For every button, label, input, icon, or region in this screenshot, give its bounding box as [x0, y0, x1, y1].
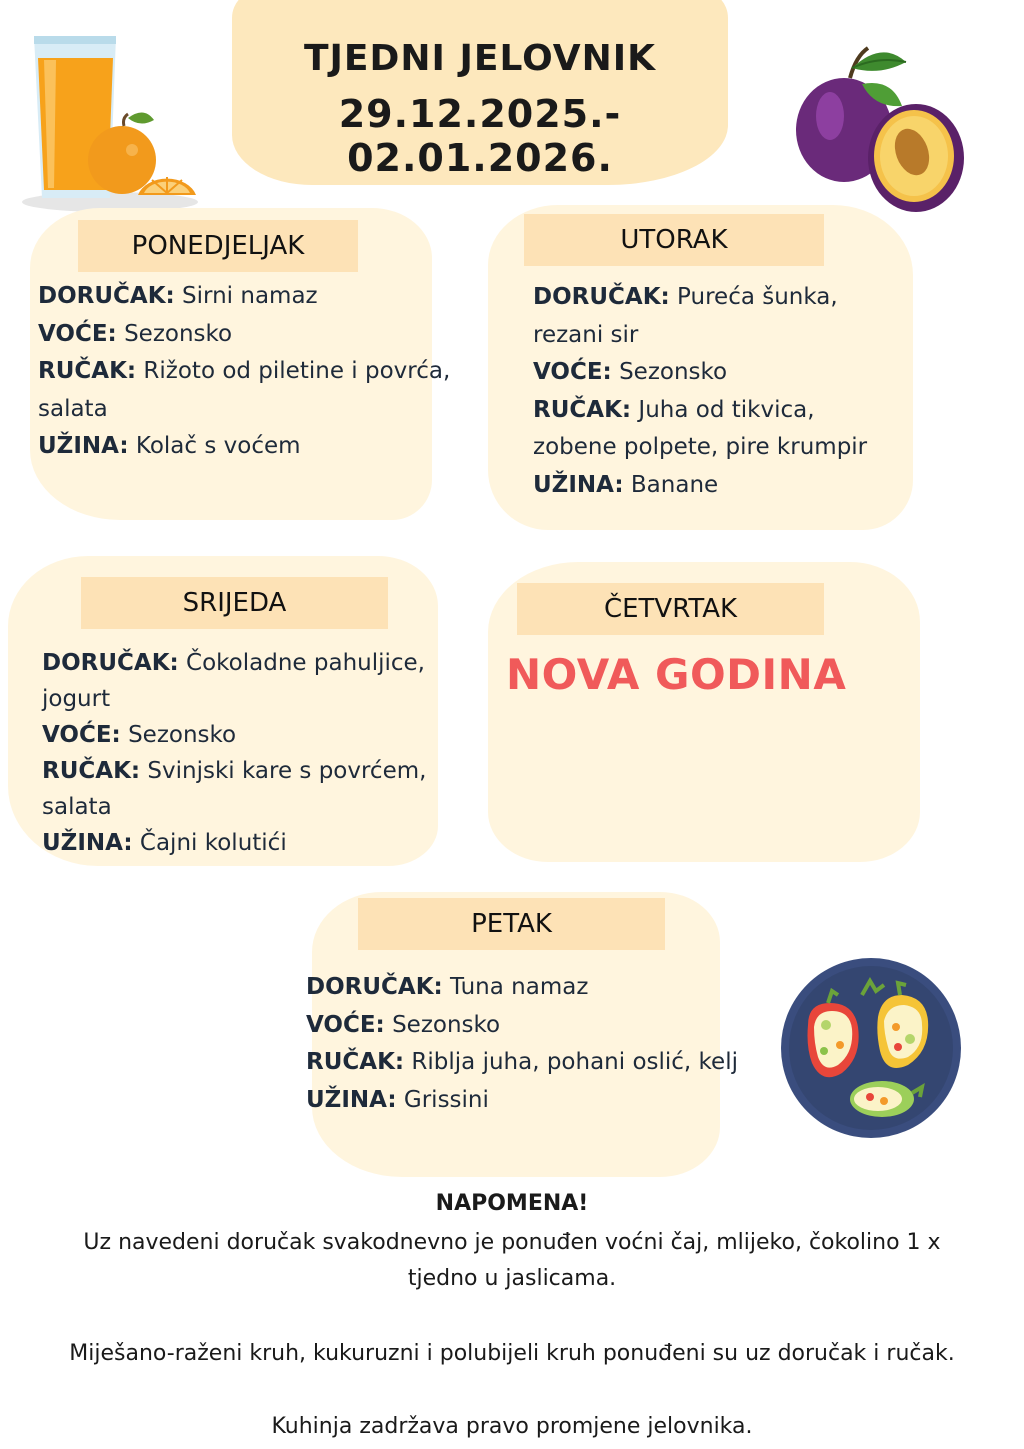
page-title: TJEDNI JELOVNIK	[303, 38, 657, 79]
lunch-value: Svinjski kare s povrćem,	[147, 758, 427, 784]
juice-orange-icon	[20, 30, 200, 215]
notes-line-1: Uz navedeni doručak svakodnevno je ponuđen voćni čaj, mlijeko, čokolino 1 x	[83, 1230, 941, 1255]
breakfast-label: DORUČAK:	[38, 283, 175, 309]
lunch-label: RUČAK:	[42, 758, 141, 784]
notes-line-2: tjedno u jaslicama.	[407, 1266, 617, 1291]
stuffed-peppers-plate-icon	[778, 955, 964, 1141]
breakfast-value: Pureća šunka,	[677, 284, 838, 310]
plum-icon	[790, 38, 970, 218]
notes-line-4: Kuhinja zadržava pravo promjene jelovnika.	[271, 1414, 753, 1439]
snack-value: Čajni kolutići	[139, 830, 287, 856]
day-title-monday: PONEDJELJAK	[78, 220, 358, 272]
breakfast-value: Tuna namaz	[450, 974, 589, 1000]
snack-label: UŽINA:	[533, 471, 624, 498]
snack-label: UŽINA:	[38, 433, 129, 459]
lunch-value: Juha od tikvica,	[638, 396, 815, 423]
fruit-value: Sezonsko	[124, 320, 233, 347]
breakfast-label: DORUČAK:	[533, 284, 670, 310]
snack-value: Grissini	[403, 1086, 489, 1113]
lunch-value-continued: zobene polpete, pire krumpir	[533, 434, 868, 460]
day-title-tuesday: UTORAK	[524, 214, 824, 266]
snack-value: Kolač s voćem	[135, 433, 301, 459]
breakfast-value: Čokoladne pahuljice,	[186, 650, 425, 676]
snack-label: UŽINA:	[306, 1086, 397, 1113]
notes-heading: NAPOMENA!	[435, 1191, 589, 1216]
breakfast-value: Sirni namaz	[182, 283, 318, 309]
tuesday-menu	[533, 279, 867, 504]
day-title-friday: PETAK	[358, 898, 665, 950]
breakfast-value-continued: jogurt	[42, 686, 111, 712]
fruit-label: VOĆE:	[38, 320, 117, 347]
notes-line-3: Miješano-raženi kruh, kukuruzni i polubijeli kruh ponuđeni su uz doručak i ručak.	[69, 1341, 955, 1366]
day-title-wednesday: SRIJEDA	[81, 577, 388, 629]
lunch-value: Riblja juha, pohani oslić, kelj	[411, 1049, 738, 1075]
wednesday-menu	[42, 645, 426, 861]
date-range: 29.12.2025.- 02.01.2026.	[338, 92, 622, 180]
monday-menu	[38, 278, 450, 466]
fruit-value: Sezonsko	[128, 722, 237, 748]
breakfast-label: DORUČAK:	[42, 650, 179, 676]
lunch-label: RUČAK:	[306, 1049, 405, 1075]
friday-menu	[306, 969, 738, 1119]
fruit-label: VOĆE:	[42, 722, 121, 748]
fruit-value: Sezonsko	[392, 1011, 501, 1038]
breakfast-value-continued: rezani sir	[533, 321, 639, 348]
breakfast-label: DORUČAK:	[306, 974, 443, 1000]
lunch-value-continued: salata	[38, 395, 108, 422]
fruit-value: Sezonsko	[619, 359, 728, 385]
lunch-label: RUČAK:	[533, 396, 632, 423]
lunch-value: Rižoto od piletine i povrća,	[143, 358, 451, 384]
day-title-thursday: ČETVRTAK	[517, 583, 824, 635]
fruit-label: VOĆE:	[306, 1011, 385, 1038]
holiday-label: NOVA GODINA	[506, 650, 847, 699]
fruit-label: VOĆE:	[533, 359, 612, 385]
lunch-value-continued: salata	[42, 794, 112, 820]
lunch-label: RUČAK:	[38, 358, 137, 384]
snack-value: Banane	[630, 471, 719, 498]
snack-label: UŽINA:	[42, 830, 133, 856]
